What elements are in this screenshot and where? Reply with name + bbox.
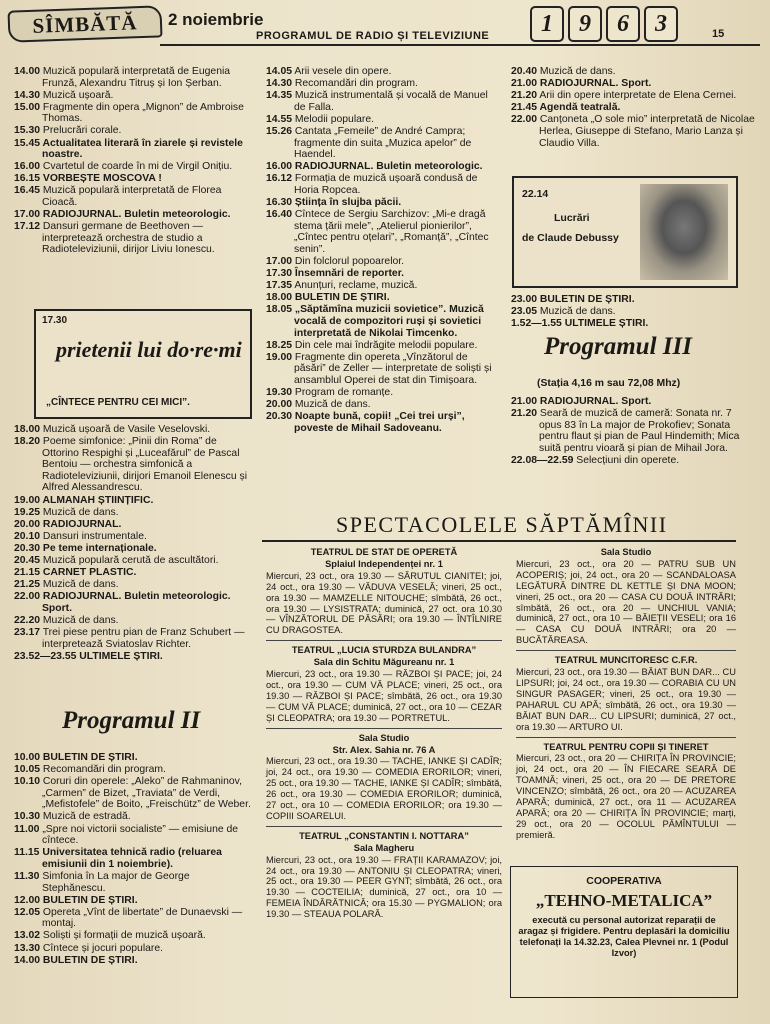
spectacles-title: SPECTACOLELE SĂPTĂMÎNII (336, 512, 668, 537)
schedule-entry (14, 567, 254, 579)
entry-text: Cîntece de Sergiu Sarchizov: „Mi-e dragă stema țării mele”, „Atelierul pionierilor”, „Cîntec pentru oțelari”, „Romanță”, „Cîntec senin”. (292, 209, 489, 255)
year-badge (530, 6, 678, 42)
theatre-schedule: Miercuri, 23 oct., ora 19.30 — FRAȚII KARAMAZOV; joi, 24 oct., ora 19.30 — ANTONIU ȘI CLEOPATRA; vineri, 25 oct., ora 19.30 — PEER GYNT; sîmbătă, 26 oct., ora 19.30 — COCTEILIA; duminică, 27 oct., ora 10 — FEMEIA ÎNDĂRĂTNICĂ; ora 15.30 — PYGMALION; ora 19.30 — STEAUA POLARĂ. (266, 854, 502, 920)
entry-time: 21.45 (511, 102, 538, 114)
entry-time: 16.12 (266, 173, 293, 185)
entry-time: 10.10 (14, 776, 41, 788)
schedule-entry (511, 294, 755, 306)
entry-time: 14.35 (266, 90, 293, 102)
entry-time: 20.10 (14, 530, 41, 542)
entry-time: 15.26 (266, 125, 293, 137)
entry-time: 17.00 (14, 209, 41, 221)
program-iii-list (511, 396, 755, 467)
entry-text: Recomandări din program. (292, 78, 418, 90)
schedule-entry (14, 651, 254, 663)
schedule-entry (266, 352, 502, 387)
schedule-column-2 (266, 66, 502, 435)
entry-text: Muzică de dans. (537, 306, 616, 318)
entry-time: 22.20 (14, 615, 41, 626)
entry-text: RADIOJURNAL. (40, 518, 122, 530)
entry-time: 20.30 (266, 411, 293, 423)
entry-time: 13.02 (14, 930, 41, 942)
entry-time: 11.15 (14, 847, 40, 859)
entry-time: 17.35 (266, 280, 293, 292)
entry-time: 17.12 (14, 221, 41, 233)
schedule-entry (266, 90, 502, 113)
entry-time: 18.05 (266, 304, 293, 316)
entry-text: ULTIMELE ȘTIRI. (76, 650, 163, 662)
entry-text: Muzică de dans. (40, 579, 119, 591)
entry-text: Muzică de dans. (537, 66, 616, 77)
entry-time: 23.00 (511, 294, 538, 305)
entry-text: Anunțuri, reclame, muzică. (292, 280, 418, 292)
entry-text: RADIOJURNAL. Buletin meteorologic. (292, 161, 483, 173)
schedule-entry (14, 615, 254, 627)
entry-text: Însemnări de reporter. (292, 268, 405, 280)
schedule-entry (511, 102, 755, 114)
entry-time: 17.00 (266, 256, 293, 267)
ad-heading: COOPERATIVA (586, 875, 662, 887)
entry-text: VORBEȘTE MOSCOVA ! (40, 173, 162, 185)
theatre-address: Str. Alex. Sahia nr. 76 A (332, 744, 436, 755)
entry-text: Muzică de dans. (40, 615, 119, 626)
entry-time: 12.05 (14, 906, 41, 918)
entry-text: Muzică de dans. (292, 399, 371, 411)
entry-time: 19.00 (14, 494, 41, 506)
program-ii-title: Programul II (62, 707, 201, 734)
entry-text: Fragmente din opera „Mignon” de Ambroise Thomas. (40, 101, 244, 125)
year-digit: 6 (606, 6, 640, 42)
section-divider (266, 640, 502, 641)
entry-time: 1.52—1.55 (511, 318, 562, 330)
spectacles-rule (262, 540, 736, 542)
schedule-entry (511, 455, 755, 467)
entry-text: Noapte bună, copii! „Cei trei urși”, poveste de Mihail Sadoveanu. (292, 411, 465, 434)
schedule-entry (14, 555, 254, 567)
schedule-entry (14, 591, 254, 614)
entry-time: 14.30 (14, 89, 41, 101)
entry-text: RADIOJURNAL. Sport. (537, 396, 652, 407)
entry-time: 16.45 (14, 185, 41, 197)
schedule-entry (266, 340, 502, 352)
theatre-name: TEATRUL „LUCIA STURDZA BULANDRA” (291, 645, 477, 656)
schedule-entry (14, 185, 254, 208)
theatre-address: Sala Magheru (353, 842, 415, 853)
entry-text: Poeme simfonice: „Pinii din Roma” de Ottorino Respighi și „Luceafărul” de Pascal Bentoiu — orchestra simfonică a Radioteleviziunii, dirijori Emanoil Elenescu și Alfred Alessandrescu. (40, 436, 248, 494)
schedule-entry (14, 138, 254, 161)
entry-text: „Spre noi victorii socialiste” — emisiune de cîntece. (39, 823, 239, 847)
entry-time: 16.15 (14, 173, 41, 185)
page-header (0, 0, 770, 56)
year-digit: 1 (530, 6, 564, 42)
ad-company: „TEHNO-METALICA” (535, 891, 713, 910)
theatre-schedule: Miercuri, 23 oct., ora 20 — CHIRIȚA ÎN PROVINCIE; joi, 24 oct., ora 20 — ÎN FIECARE SEARĂ DE TOAMNĂ; vineri, 25 oct., ora 20 — DE PRETORE VINCENZO; sîmbătă, 26 oct., ora 20 — ACUZAREA APARĂ; duminică, 27 oct., ora 11 — ACUZAREA APARĂ; ora 20 — CHIRIȚA ÎN PROVINCIE; marți, 29 oct., ora 20 — OCOLUL PĂMÎNTULUI — premieră. (516, 753, 736, 840)
theatre-schedule: Miercuri, 23 oct., ora 19.30 — TACHE, IANKE ȘI CADÎR; joi, 24 oct., ora 19.30 — COMEDIA ERORILOR; vineri, 25 oct., ora 19.30 — TACHE, IANKE ȘI CADÎR; sîmbătă, 26 oct., ora 19.30 — COMEDIA ERORILOR; duminică, 27 oct., ora 10 — COMEDIA ERORILOR; ora 19.30 — COPIII SOARELUI. (266, 756, 502, 821)
theatre-name: TEATRUL PENTRU COPII ȘI TINERET (543, 741, 709, 752)
ad-text: execută cu personal autorizat reparații de aragaz și frigidere. Pentru deplasări la domiciliu telefonați la 14.32.23, Calea Plevnei nr. 1 (Podul Izvor) (518, 915, 730, 958)
entry-text: Seară de muzică de cameră: Sonata nr. 7 opus 83 în La major de Prokofiev; Sonata pentru flaut și pian de Paul Hindemith; Mica suită pentru vioară și pian de Mihail Jora. (537, 408, 740, 454)
schedule-entry (266, 209, 502, 255)
entry-time: 18.20 (14, 436, 41, 448)
entry-text: BULETIN DE ȘTIRI. (40, 752, 138, 763)
schedule-entry (14, 519, 254, 531)
theatre-name: TEATRUL MUNCITORESC C.F.R. (554, 655, 698, 666)
schedule-entry (14, 930, 254, 942)
section-divider (266, 728, 502, 729)
schedule-entry (14, 531, 254, 543)
show-logo: prietenii lui do·re·mi (56, 337, 242, 362)
entry-text: ALMANAH ȘTIINȚIFIC. (40, 494, 154, 506)
entry-time: 10.30 (14, 811, 41, 823)
schedule-entry (14, 495, 254, 507)
entry-time: 20.30 (14, 542, 41, 554)
schedule-entry (511, 306, 755, 318)
entry-time: 23.52—23.55 (14, 650, 77, 662)
entry-text: Opereta „Vînt de libertate” de Dunaevski — montaj. (40, 906, 243, 930)
theatre-name: TEATRUL „CONSTANTIN I. NOTTARA” (299, 830, 469, 841)
schedule-entry (14, 943, 254, 955)
entry-text: Muzică ușoară de Vasile Veselovski. (40, 424, 211, 435)
theatre-name: Sala Studio (358, 732, 410, 743)
entry-text: Actualitatea literară în ziarele și revistele noastre. (40, 137, 243, 161)
entry-time: 22.08—22.59 (511, 454, 574, 466)
program-iii-frequency: (Stația 4,16 m sau 72,08 Mhz) (537, 378, 681, 389)
entry-time: 23.17 (14, 627, 41, 639)
date-label: 2 noiembrie (168, 10, 264, 29)
entry-text: BULETIN DE ȘTIRI. (40, 954, 138, 966)
theatre-schedule: Miercuri, 23 oct., ora 19.30 — SĂRUTUL CIANITEI; joi, 24 oct., ora 19.30 — VĂDUVA VESELĂ; vineri, 25 oct., ora 19.30 — MAMZELLE NITOUCHE; sîmbătă, 26 oct., ora 19.30 — LYSISTRATA; duminică, 27 oct. ora 10.30 — VÎNZĂTORUL DE PĂSĂRI; ora 19.30 — ÎNTÎLNIRE CU DRAGOSTEA. (266, 570, 502, 636)
entry-time: 10.05 (14, 764, 41, 776)
spectacles-right (516, 544, 736, 843)
entry-text: Din cele mai îndrăgite melodii populare. (292, 339, 478, 351)
entry-time: 21.20 (511, 408, 538, 420)
schedule-entry (266, 292, 502, 304)
entry-text: „Săptămîna muzicii sovietice”. Muzică vocală de compozitori ruși și sovietici interpretată de Nikolai Timcenko. (292, 304, 484, 339)
schedule-entry (511, 66, 755, 78)
entry-time: 15.30 (14, 125, 41, 137)
debussy-box (512, 176, 738, 288)
entry-time: 16.30 (266, 197, 293, 209)
entry-time: 18.25 (266, 339, 293, 351)
section-divider (516, 737, 736, 738)
entry-text: Program de romanțe. (292, 387, 394, 399)
schedule-entry (511, 408, 755, 454)
entry-time: 16.00 (266, 161, 293, 173)
entry-time: 14.30 (266, 78, 293, 90)
year-digit: 3 (644, 6, 678, 42)
schedule-entry (14, 507, 254, 519)
schedule-entry (14, 955, 254, 967)
box-title: Lucrări (554, 212, 590, 224)
entry-text: Formația de muzică ușoară condusă de Horia Ropcea. (292, 173, 478, 196)
entry-text: Recomandări din program. (40, 764, 166, 776)
schedule-entry (14, 125, 254, 137)
schedule-entry (14, 424, 254, 436)
schedule-entry (266, 78, 502, 90)
entry-text: Muzică de estradă. (40, 811, 131, 823)
schedule-entry (14, 209, 254, 221)
schedule-entry (266, 114, 502, 126)
entry-time: 21.00 (511, 78, 538, 90)
schedule-entry (266, 280, 502, 292)
entry-text: ULTIMELE ȘTIRI. (561, 318, 649, 330)
schedule-entry (14, 221, 254, 256)
schedule-entry (266, 411, 502, 434)
entry-time: 14.00 (14, 954, 41, 966)
entry-text: Muzică instrumentală și vocală de Manuel de Falla. (292, 90, 488, 113)
entry-time: 23.05 (511, 306, 538, 318)
entry-text: Cîntece și jocuri populare. (40, 942, 164, 954)
schedule-entry (14, 436, 254, 494)
entry-text: Canțoneta „O sole mio” interpretată de Nicolae Herlea, Giuseppe di Stefano, Mario Lanza și Claudio Villa. (537, 114, 755, 149)
entry-time: 14.55 (266, 113, 293, 125)
schedule-entry (14, 871, 254, 894)
entry-text: Arii vesele din opere. (292, 66, 392, 77)
schedule-entry (266, 197, 502, 209)
entry-text: Știința în slujba păcii. (292, 197, 402, 209)
entry-time: 19.00 (266, 351, 293, 363)
entry-time: 21.20 (511, 90, 538, 102)
schedule-entry (14, 543, 254, 555)
entry-text: RADIOJURNAL. Buletin meteorologic. Sport. (40, 591, 231, 614)
day-label: SÎMBĂTĂ (7, 5, 162, 42)
schedule-entry (14, 907, 254, 930)
entry-time: 16.00 (14, 161, 41, 173)
schedule-entry (14, 102, 254, 125)
entry-text: Muzică de dans. (40, 506, 119, 518)
entry-time: 21.15 (14, 567, 41, 579)
schedule-entry (14, 752, 254, 764)
schedule-entry (266, 126, 502, 161)
schedule-entry (266, 304, 502, 339)
schedule-entry (511, 114, 755, 149)
entry-time: 21.00 (511, 396, 538, 407)
section-divider (516, 650, 736, 651)
schedule-entry (511, 396, 755, 408)
entry-time: 17.30 (266, 268, 293, 280)
schedule-entry (266, 256, 502, 268)
entry-time: 16.40 (266, 209, 293, 221)
entry-time: 10.00 (14, 752, 41, 763)
header-rule (160, 44, 760, 46)
page-number: 15 (712, 28, 725, 40)
schedule-entry (14, 90, 254, 102)
box-time: 22.14 (522, 188, 549, 200)
entry-time: 11.30 (14, 870, 40, 882)
schedule-entry (14, 66, 254, 89)
theatre-schedule: Miercuri, 23 oct., ora 20 — PATRU SUB UN ACOPERIȘ; joi, 24 oct., ora 20 — SCANDALOASA LEGĂTURĂ DINTRE DL KETTLE ȘI DNA MOON; vineri, 25 oct., ora 20 — CASA CU DOUĂ INTRĂRI; sîmbătă, 26 oct., ora 20 — UNCHIUL VANIA; duminică, 27 oct., ora 10 — BĂIEȚII VESELI; ora 16 — CASA CU DOUĂ INTRĂRI; ora 20 — BUCĂTĂREASA. (516, 558, 736, 646)
program-iii-title: Programul III (544, 333, 692, 360)
entry-text: Melodii populare. (292, 113, 375, 125)
entry-text: RADIOJURNAL. Buletin meteorologic. (40, 209, 231, 221)
schedule-entry (511, 78, 755, 90)
schedule-entry (266, 387, 502, 399)
entry-text: BULETIN DE ȘTIRI. (537, 294, 635, 305)
entry-text: Arii din opere interpretate de Elena Cernei. (537, 90, 737, 102)
entry-time: 15.45 (14, 137, 41, 149)
entry-text: Prelucrări corale. (40, 125, 122, 137)
schedule-entry (266, 66, 502, 78)
schedule-entry (14, 579, 254, 591)
entry-text: Fragmente din opereta „Vînzătorul de păsări” de Zeller — interpretate de soliști și ansamblul Operei de stat din Timișoara. (292, 351, 492, 386)
theatre-schedule: Miercuri, 23 oct., ora 19.30 — RĂZBOI ȘI PACE; joi, 24 oct., ora 19.30 — CUM VĂ PLACE; vineri, 25 oct., ora 19.30 — RĂZBOI ȘI PACE; sîmbătă, 26 oct., ora 19.30 — CUM VĂ PLACE; duminică, 27 oct., ora 10 — CEZAR ȘI CLEOPATRA; ora 19.30 — PORTRETUL. (266, 669, 502, 723)
schedule-entry (14, 895, 254, 907)
entry-text: Cvartetul de coarde în mi de Virgil Onițiu. (40, 161, 233, 173)
entry-time: 20.45 (14, 555, 41, 567)
entry-time: 11.00 (14, 823, 40, 835)
entry-text: Agendă teatrală. (537, 102, 621, 114)
schedule-entry (266, 161, 502, 173)
schedule-entry (14, 173, 254, 185)
schedule-entry (14, 161, 254, 173)
entry-text: Universitatea tehnică radio (reluarea emisiunii din 1 noiembrie). (39, 847, 222, 870)
entry-text: BULETIN DE ȘTIRI. (40, 894, 138, 906)
entry-text: Muzică ușoară. (40, 89, 114, 101)
schedule-entry (14, 627, 254, 650)
entry-text: Dansuri instrumentale. (40, 530, 147, 542)
entry-text: CARNET PLASTIC. (40, 567, 137, 579)
box-time: 17.30 (42, 315, 68, 326)
schedule-column-3 (511, 66, 755, 150)
theatre-address: Splaiul Independenței nr. 1 (325, 558, 443, 569)
entry-text: Soliști și formații de muzică ușoară. (40, 930, 206, 942)
entry-time: 20.40 (511, 66, 538, 77)
entry-time: 19.25 (14, 506, 41, 518)
spectacles-left (266, 544, 502, 922)
coop-advertisement (510, 866, 738, 998)
entry-time: 12.00 (14, 894, 41, 906)
children-show-box (34, 309, 252, 419)
entry-text: RADIOJURNAL. Sport. (537, 78, 652, 90)
schedule-entry (266, 399, 502, 411)
entry-text: Muzică populară cerută de ascultători. (40, 555, 219, 567)
theatre-schedule: Miercuri, 23 oct., ora 19.30 — BĂIAT BUN DAR... CU LIPSURI; joi, 24 oct., ora 19.30 — CORABIA CU UN SINGUR PASAGER; vineri, 25 oct., ora 19.30 — PAHARUL CU APĂ; sîmbătă, 26 oct., ora 19.30 — BĂIAT BUN DAR... CU LIPSURI; duminică, 27 oct., ora 19.30 — ARTURO UI. (516, 667, 736, 732)
schedule-entry (266, 268, 502, 280)
schedule-entry (14, 847, 254, 870)
schedule-entry (511, 318, 755, 330)
entry-time: 13.30 (14, 942, 41, 954)
entry-text: Trei piese pentru pian de Franz Schubert — interpretează Sviatoslav Richter. (40, 627, 245, 650)
section-divider (266, 826, 502, 827)
entry-time: 19.30 (266, 387, 293, 399)
entry-text: BULETIN DE ȘTIRI. (292, 292, 390, 304)
schedule-entry (14, 824, 254, 847)
entry-time: 22.00 (14, 591, 41, 603)
entry-text: Din folclorul popoarelor. (292, 256, 405, 267)
entry-time: 15.00 (14, 101, 41, 113)
entry-text: Muzică populară interpretată de Eugenia Frunză, Alexandru Titruș și Ion Șerban. (40, 66, 231, 89)
section-title: PROGRAMUL DE RADIO ȘI TELEVIZIUNE (256, 30, 490, 42)
entry-time: 21.25 (14, 579, 41, 591)
entry-time: 18.00 (266, 292, 293, 304)
entry-text: Coruri din operele: „Aleko” de Rahmaninov, „Carmen” de Bizet, „Traviata” de Verdi, „Mefistofele” de Boito, „Freischütz” de Weber. (40, 776, 251, 811)
entry-text: Simfonia în La major de George Stephănescu. (39, 870, 190, 894)
entry-text: Cantata „Femeile” de André Campra; fragmente din suita „Muzica apelor” de Haendel. (292, 125, 472, 161)
theatre-name: Sala Studio (600, 547, 652, 557)
schedule-column-3b (511, 294, 755, 330)
box-caption: „CÎNTECE PENTRU CEI MICI”. (46, 397, 190, 408)
box-author: de Claude Debussy (522, 232, 619, 244)
schedule-entry (266, 173, 502, 196)
program-ii-list (14, 752, 254, 967)
schedule-entry (511, 90, 755, 102)
schedule-entry (14, 811, 254, 823)
entry-text: Dansuri germane de Beethoven — interpretează orchestra de studio a Radioteleviziunii, dirijor Liviu Ionescu. (40, 221, 215, 256)
schedule-entry (14, 764, 254, 776)
entry-time: 20.00 (14, 518, 41, 530)
theatre-name: TEATRUL DE STAT DE OPERETĂ (310, 547, 458, 557)
entry-time: 14.05 (266, 66, 293, 77)
composer-portrait (640, 184, 728, 280)
entry-text: Muzică populară interpretată de Florea Cioacă. (40, 185, 222, 209)
schedule-column-1 (14, 66, 254, 257)
theatre-address: Sala din Schitu Măgureanu nr. 1 (313, 657, 455, 668)
schedule-column-1b (14, 424, 254, 663)
entry-time: 22.00 (511, 114, 538, 126)
entry-time: 18.00 (14, 424, 41, 435)
entry-text: Pe teme internaționale. (40, 542, 157, 554)
entry-time: 14.00 (14, 66, 41, 77)
year-digit: 9 (568, 6, 602, 42)
schedule-entry (14, 776, 254, 811)
entry-text: Selecțiuni din operete. (573, 454, 680, 466)
entry-time: 20.00 (266, 399, 293, 411)
